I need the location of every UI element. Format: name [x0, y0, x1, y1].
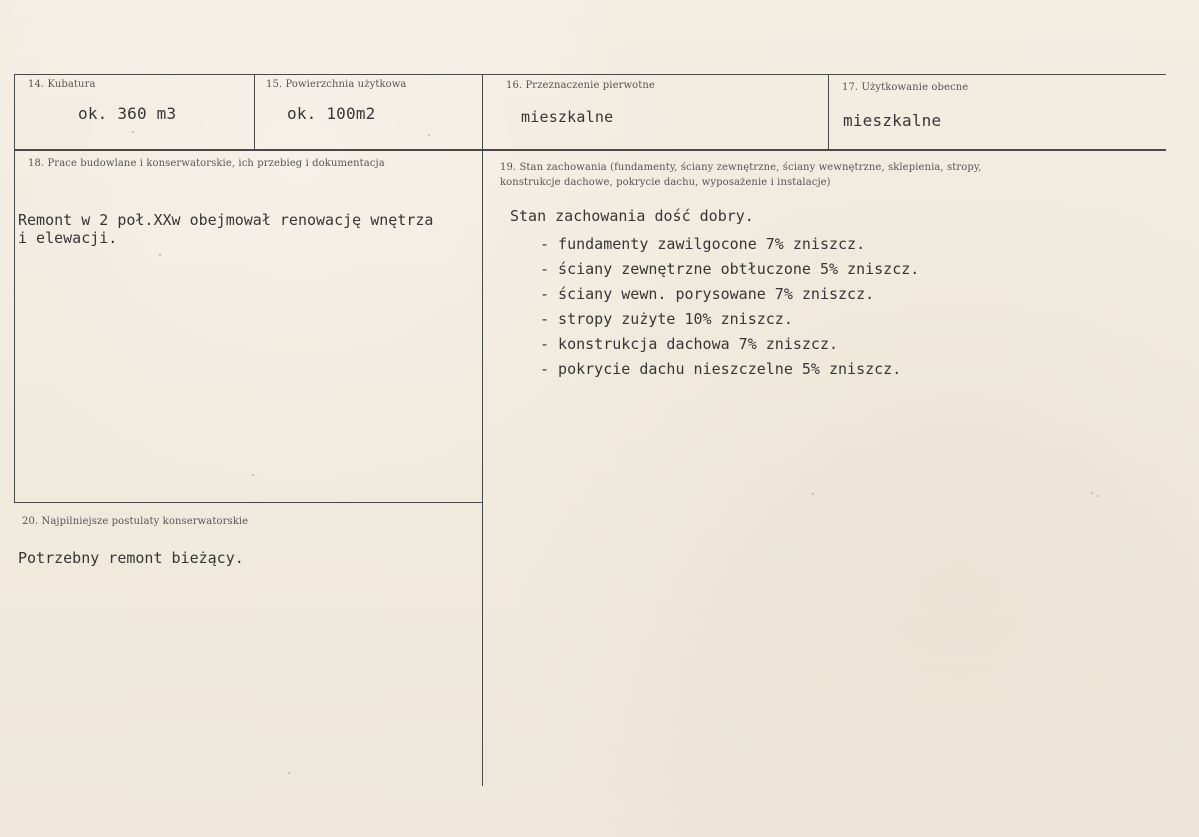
column-divider-3: [828, 74, 829, 149]
paper-speck: [428, 134, 430, 136]
paper-speck: [159, 254, 161, 256]
paper-speck: [812, 493, 814, 495]
prace-line-2: i elewacji.: [18, 229, 118, 247]
stan-label-line-1: 19. Stan zachowania (fundamenty, ściany zewnętrzne, ściany wewnętrzne, sklepienia, stropy,: [500, 162, 982, 173]
left-section-divider-line: [14, 502, 482, 503]
kubatura-label: 14. Kubatura: [28, 79, 96, 90]
stan-item-4: - stropy zużyte 10% zniszcz.: [540, 310, 793, 328]
left-border-line: [14, 74, 15, 503]
top-border-line: [14, 74, 1166, 75]
postulaty-label: 20. Najpilniejsze postulaty konserwatorskie: [22, 516, 249, 527]
uzytkowanie-value: mieszkalne: [843, 111, 942, 130]
przeznaczenie-label: 16. Przeznaczenie pierwotne: [506, 80, 655, 91]
przeznaczenie-value: mieszkalne: [521, 108, 614, 126]
stan-item-1: - fundamenty zawilgocone 7% zniszcz.: [540, 235, 866, 253]
row-divider-line: [14, 149, 1166, 151]
uzytkowanie-label: 17. Użytkowanie obecne: [842, 82, 969, 93]
stan-item-3: - ściany wewn. porysowane 7% zniszcz.: [540, 285, 875, 303]
column-divider-2: [482, 74, 483, 786]
paper-speck: [132, 131, 134, 133]
paper-speck: [288, 772, 290, 774]
stan-item-2: - ściany zewnętrzne obtłuczone 5% zniszcz.: [540, 260, 920, 278]
paper-speck: [1097, 495, 1099, 497]
paper-speck: [1091, 492, 1093, 494]
powierzchnia-value: ok. 100m2: [287, 104, 376, 123]
kubatura-value: ok. 360 m3: [78, 104, 177, 123]
stan-item-6: - pokrycie dachu nieszczelne 5% zniszcz.: [540, 360, 902, 378]
powierzchnia-label: 15. Powierzchnia użytkowa: [266, 79, 407, 90]
prace-line-1: Remont w 2 poł.XXw obejmował renowację wnętrza: [18, 211, 434, 229]
postulaty-value: Potrzebny remont bieżący.: [18, 549, 244, 567]
stan-item-5: - konstrukcja dachowa 7% zniszcz.: [540, 335, 839, 353]
prace-label: 18. Prace budowlane i konserwatorskie, ich przebieg i dokumentacja: [28, 158, 385, 169]
stan-label-line-2: konstrukcje dachowe, pokrycie dachu, wyposażenie i instalacje): [500, 177, 831, 188]
column-divider-1: [254, 74, 255, 149]
paper-speck: [252, 474, 254, 476]
stan-summary: Stan zachowania dość dobry.: [510, 207, 754, 225]
